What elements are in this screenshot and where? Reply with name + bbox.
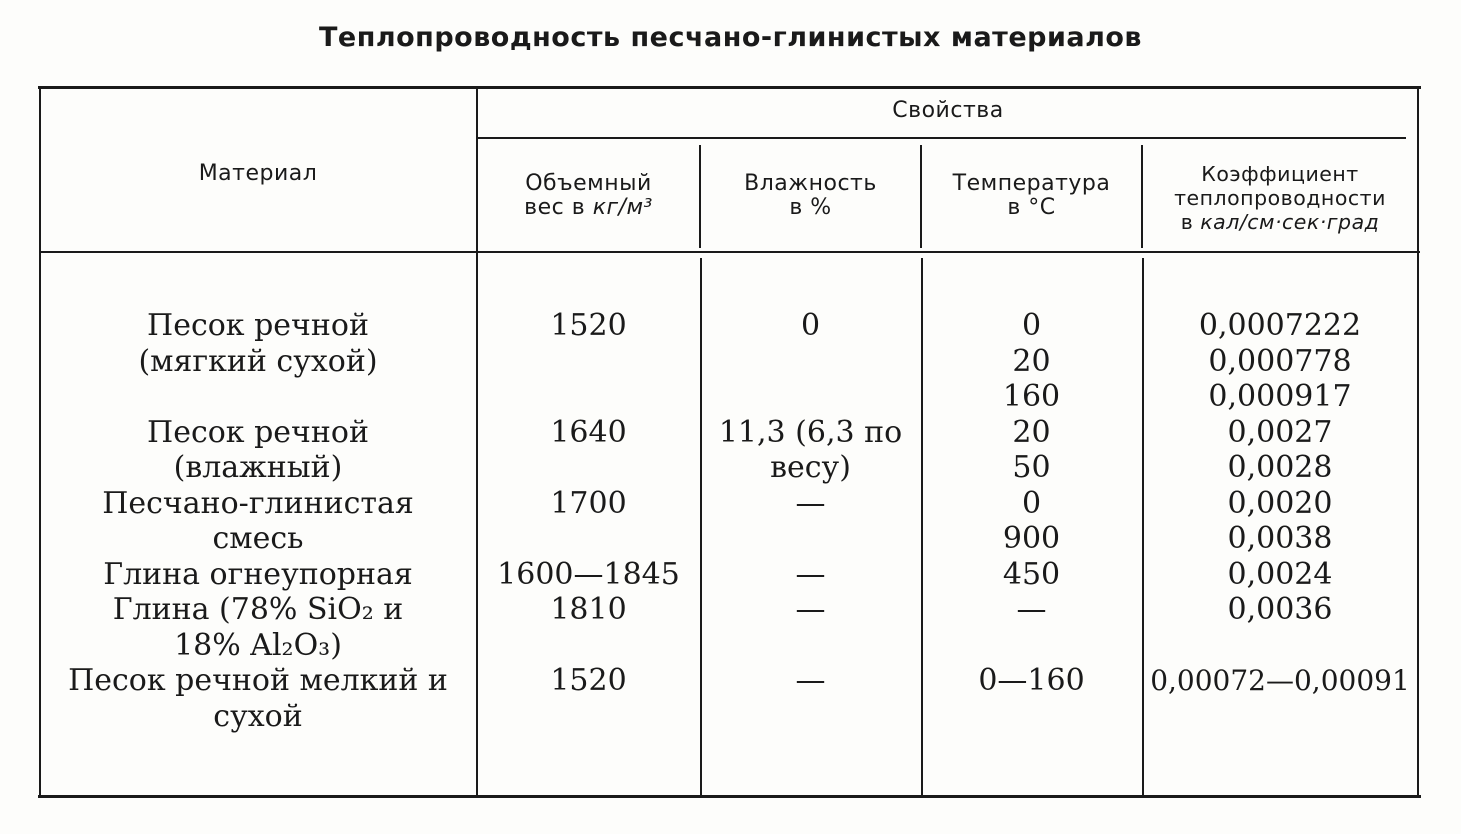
moisture-r3: — (795, 485, 826, 521)
header-moisture-line2: в % (789, 195, 832, 220)
header-coefficient (1141, 162, 1419, 234)
top-rule (38, 86, 1421, 89)
moisture-r1: 0 (800, 308, 821, 343)
material-r2-l1: Песок речной (147, 414, 369, 450)
header-density-line2: вес в кг/м³ (524, 195, 653, 220)
coef-r1-c: 0,000917 (1208, 379, 1352, 414)
bottom-rule (38, 795, 1421, 798)
coefficient-column (1143, 308, 1417, 699)
material-r1-l2: (мягкий сухой) (138, 343, 378, 379)
table-title: Теплопроводность песчано-глинистых материалов (318, 22, 1143, 53)
density-r1: 1520 (550, 308, 627, 343)
temp-r6: 0—160 (978, 663, 1085, 698)
material-r5-l1: Глина (78% SiO₂ и (112, 592, 404, 627)
moisture-r2-l2: весу) (770, 450, 851, 485)
moisture-r5: — (795, 592, 826, 627)
temp-r4: 450 (1002, 556, 1061, 592)
density-column (478, 308, 699, 699)
temp-r1-a: 0 (1021, 308, 1042, 343)
coef-r6: 0,00072—0,00091 (1150, 664, 1410, 697)
material-r2-l2: (влажный) (173, 450, 343, 485)
density-r6: 1520 (550, 663, 627, 698)
temp-r1-b: 20 (1012, 343, 1051, 379)
properties-rule (478, 137, 1406, 139)
temp-r3-b: 900 (1002, 521, 1061, 556)
coef-r3-b: 0,0038 (1227, 521, 1333, 556)
material-r6-l1: Песок речной мелкий и (68, 663, 448, 698)
moisture-column (701, 308, 920, 699)
density-r2: 1640 (550, 414, 627, 450)
moisture-r4: — (795, 556, 826, 592)
coef-r1-a: 0,0007222 (1198, 308, 1362, 343)
header-temperature (922, 172, 1141, 220)
header-coefficient-line2: теплопроводности (1174, 186, 1386, 210)
header-moisture-line1: Влажность (744, 171, 877, 196)
temp-r5: — (1016, 592, 1047, 627)
header-material: Материал (198, 161, 318, 186)
header-coefficient-line1: Коэффициент (1201, 162, 1359, 186)
header-density-line1: Объемный (525, 171, 652, 196)
temp-r1-c: 160 (1002, 379, 1061, 414)
temp-r2-a: 20 (1012, 414, 1051, 450)
coef-r3-a: 0,0020 (1227, 485, 1333, 521)
header-temperature-line1: Температура (952, 171, 1111, 196)
coef-r2-b: 0,0028 (1227, 450, 1333, 485)
header-moisture (701, 172, 920, 220)
temp-r3-a: 0 (1021, 485, 1042, 521)
density-r3: 1700 (550, 485, 627, 521)
header-density (478, 172, 699, 220)
material-r3-l2: смесь (212, 521, 304, 556)
coef-r4: 0,0024 (1227, 556, 1333, 592)
moisture-r6: — (795, 663, 826, 698)
header-temperature-line2: в °С (1007, 195, 1056, 220)
coef-r1-b: 0,000778 (1208, 343, 1352, 379)
header-properties: Свойства (892, 98, 1004, 123)
header-coefficient-line3: в кал/см·сек·град (1180, 210, 1380, 234)
temp-r2-b: 50 (1012, 450, 1051, 485)
temperature-column (922, 308, 1141, 699)
density-r5: 1810 (550, 592, 627, 627)
material-r6-l2: сухой (213, 698, 303, 734)
header-bottom-rule (40, 251, 1420, 253)
material-r1-l1: Песок речной (147, 308, 369, 343)
moisture-r2-l1: 11,3 (6,3 по (718, 414, 903, 450)
material-column (40, 308, 476, 734)
material-r4-l1: Глина огнеупорная (103, 556, 413, 592)
coef-r2-a: 0,0027 (1227, 414, 1333, 450)
material-r3-l1: Песчано-глинистая (102, 485, 414, 521)
density-r4: 1600—1845 (497, 556, 680, 592)
coef-r5: 0,0036 (1227, 592, 1333, 627)
material-r5-l2: 18% Al₂O₃) (174, 627, 342, 663)
